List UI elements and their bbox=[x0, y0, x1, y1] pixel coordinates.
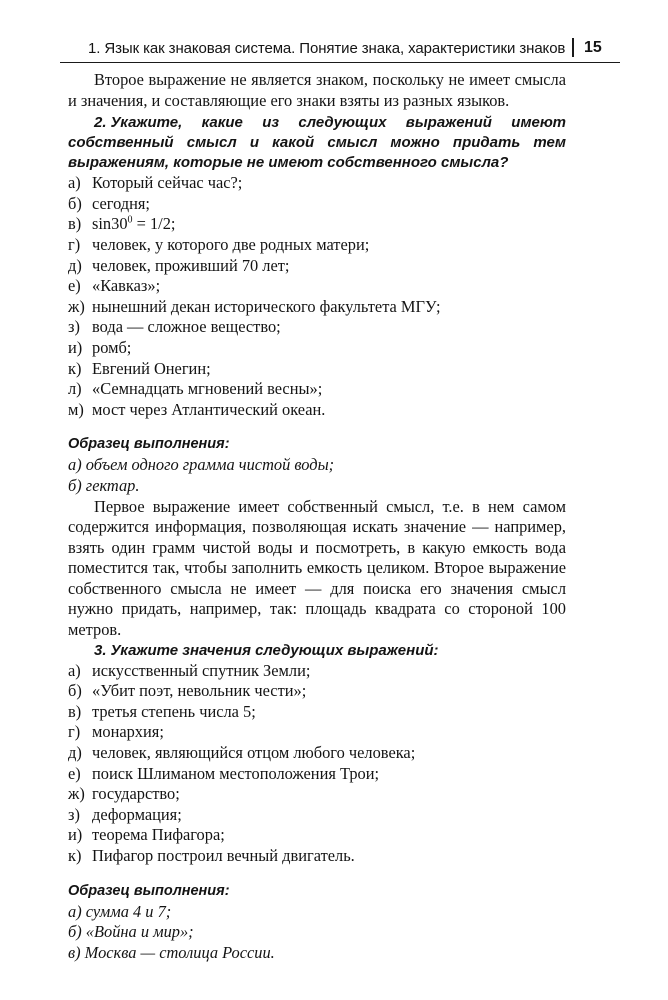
task-3-sample-item: в) Москва — столица России. bbox=[68, 942, 275, 962]
task-3-number: 3. bbox=[94, 641, 107, 659]
intro-paragraph: Второе выражение не является знаком, поскольку не имеет смысла и значения, и составляющие его знаки взяты из разных языков. bbox=[68, 70, 566, 110]
task-2-text: Укажите, какие из следующих выражений имеют собственный смысл и какой смысл можно придать тем выражениям, которые не имеют собственного смысла? bbox=[68, 114, 566, 172]
list-item: в) третья степень числа 5; bbox=[68, 701, 256, 721]
list-item: д) человек, являющийся отцом любого человека; bbox=[68, 743, 416, 763]
task-2-sample-item: а) объем одного грамма чистой воды; bbox=[68, 455, 335, 475]
list-item: б) «Убит поэт, невольник чести»; bbox=[68, 681, 307, 701]
list-item: а) искусственный спутник Земли; bbox=[68, 660, 311, 680]
list-item: з) деформация; bbox=[68, 804, 182, 824]
list-item: г) человек, у которого две родных матери; bbox=[68, 234, 370, 254]
list-item: е) «Кавказ»; bbox=[68, 276, 161, 296]
list-item: а) Который сейчас час?; bbox=[68, 173, 243, 193]
page-number: 15 bbox=[584, 39, 602, 56]
list-item: д) человек, проживший 70 лет; bbox=[68, 255, 290, 275]
list-item: л) «Семнадцать мгновений весны»; bbox=[68, 379, 323, 399]
task-2-heading bbox=[68, 113, 566, 173]
list-item: и) теорема Пифагора; bbox=[68, 825, 225, 845]
task-3-sample-title: Образец выполнения: bbox=[68, 882, 230, 899]
list-item: в) $\sin 30^0 = 1/2$; bbox=[68, 214, 176, 234]
task-2-sample-title: Образец выполнения: bbox=[68, 436, 230, 453]
chapter-title: 1. Язык как знаковая система. Понятие знака, характеристики знаков bbox=[88, 40, 566, 57]
list-item: м) мост через Атлантический океан. bbox=[68, 399, 326, 419]
list-item: ж) государство; bbox=[68, 784, 180, 804]
task-3-list bbox=[68, 661, 566, 867]
task-3-text: Укажите значения следующих выражений: bbox=[110, 641, 439, 659]
page-body bbox=[68, 70, 566, 963]
list-item: ж) нынешний декан исторического факультета МГУ; bbox=[68, 296, 441, 316]
list-item: е) поиск Шлиманом местоположения Трои; bbox=[68, 763, 380, 783]
list-item: к) Пифагор построил вечный двигатель. bbox=[68, 846, 355, 865]
task-2-number: 2. bbox=[94, 114, 107, 132]
list-item: з) вода — сложное вещество; bbox=[68, 317, 281, 337]
list-item: к) Евгений Онегин; bbox=[68, 358, 211, 378]
header-divider bbox=[572, 38, 574, 57]
task-3-sample-item: б) «Война и мир»; bbox=[68, 922, 194, 942]
task-3-heading bbox=[68, 641, 566, 661]
list-item: и) ромб; bbox=[68, 337, 132, 357]
running-header bbox=[60, 38, 620, 63]
task-3-sample-item: а) сумма 4 и 7; bbox=[68, 901, 172, 921]
degree-superscript: 0 bbox=[127, 214, 133, 226]
task-2-sample-item: б) гектар. bbox=[68, 475, 140, 495]
list-item: г) монархия; bbox=[68, 722, 164, 742]
task-2-list bbox=[68, 173, 566, 420]
list-item: б) сегодня; bbox=[68, 193, 150, 213]
task-2-explanation: Первое выражение имеет собственный смысл, т.е. в нем самом содержится информация, позволяющая искать значение — например, взять один грамм чистой воды и посмотреть, в какую емкость вода поместится так, чтобы заполнить емкость целиком. Второе выражение собственного смысла не имеет — для поиска его значения смысл нужно придать, например, так: площадь квадрата со стороной 100 метров. bbox=[68, 496, 566, 640]
